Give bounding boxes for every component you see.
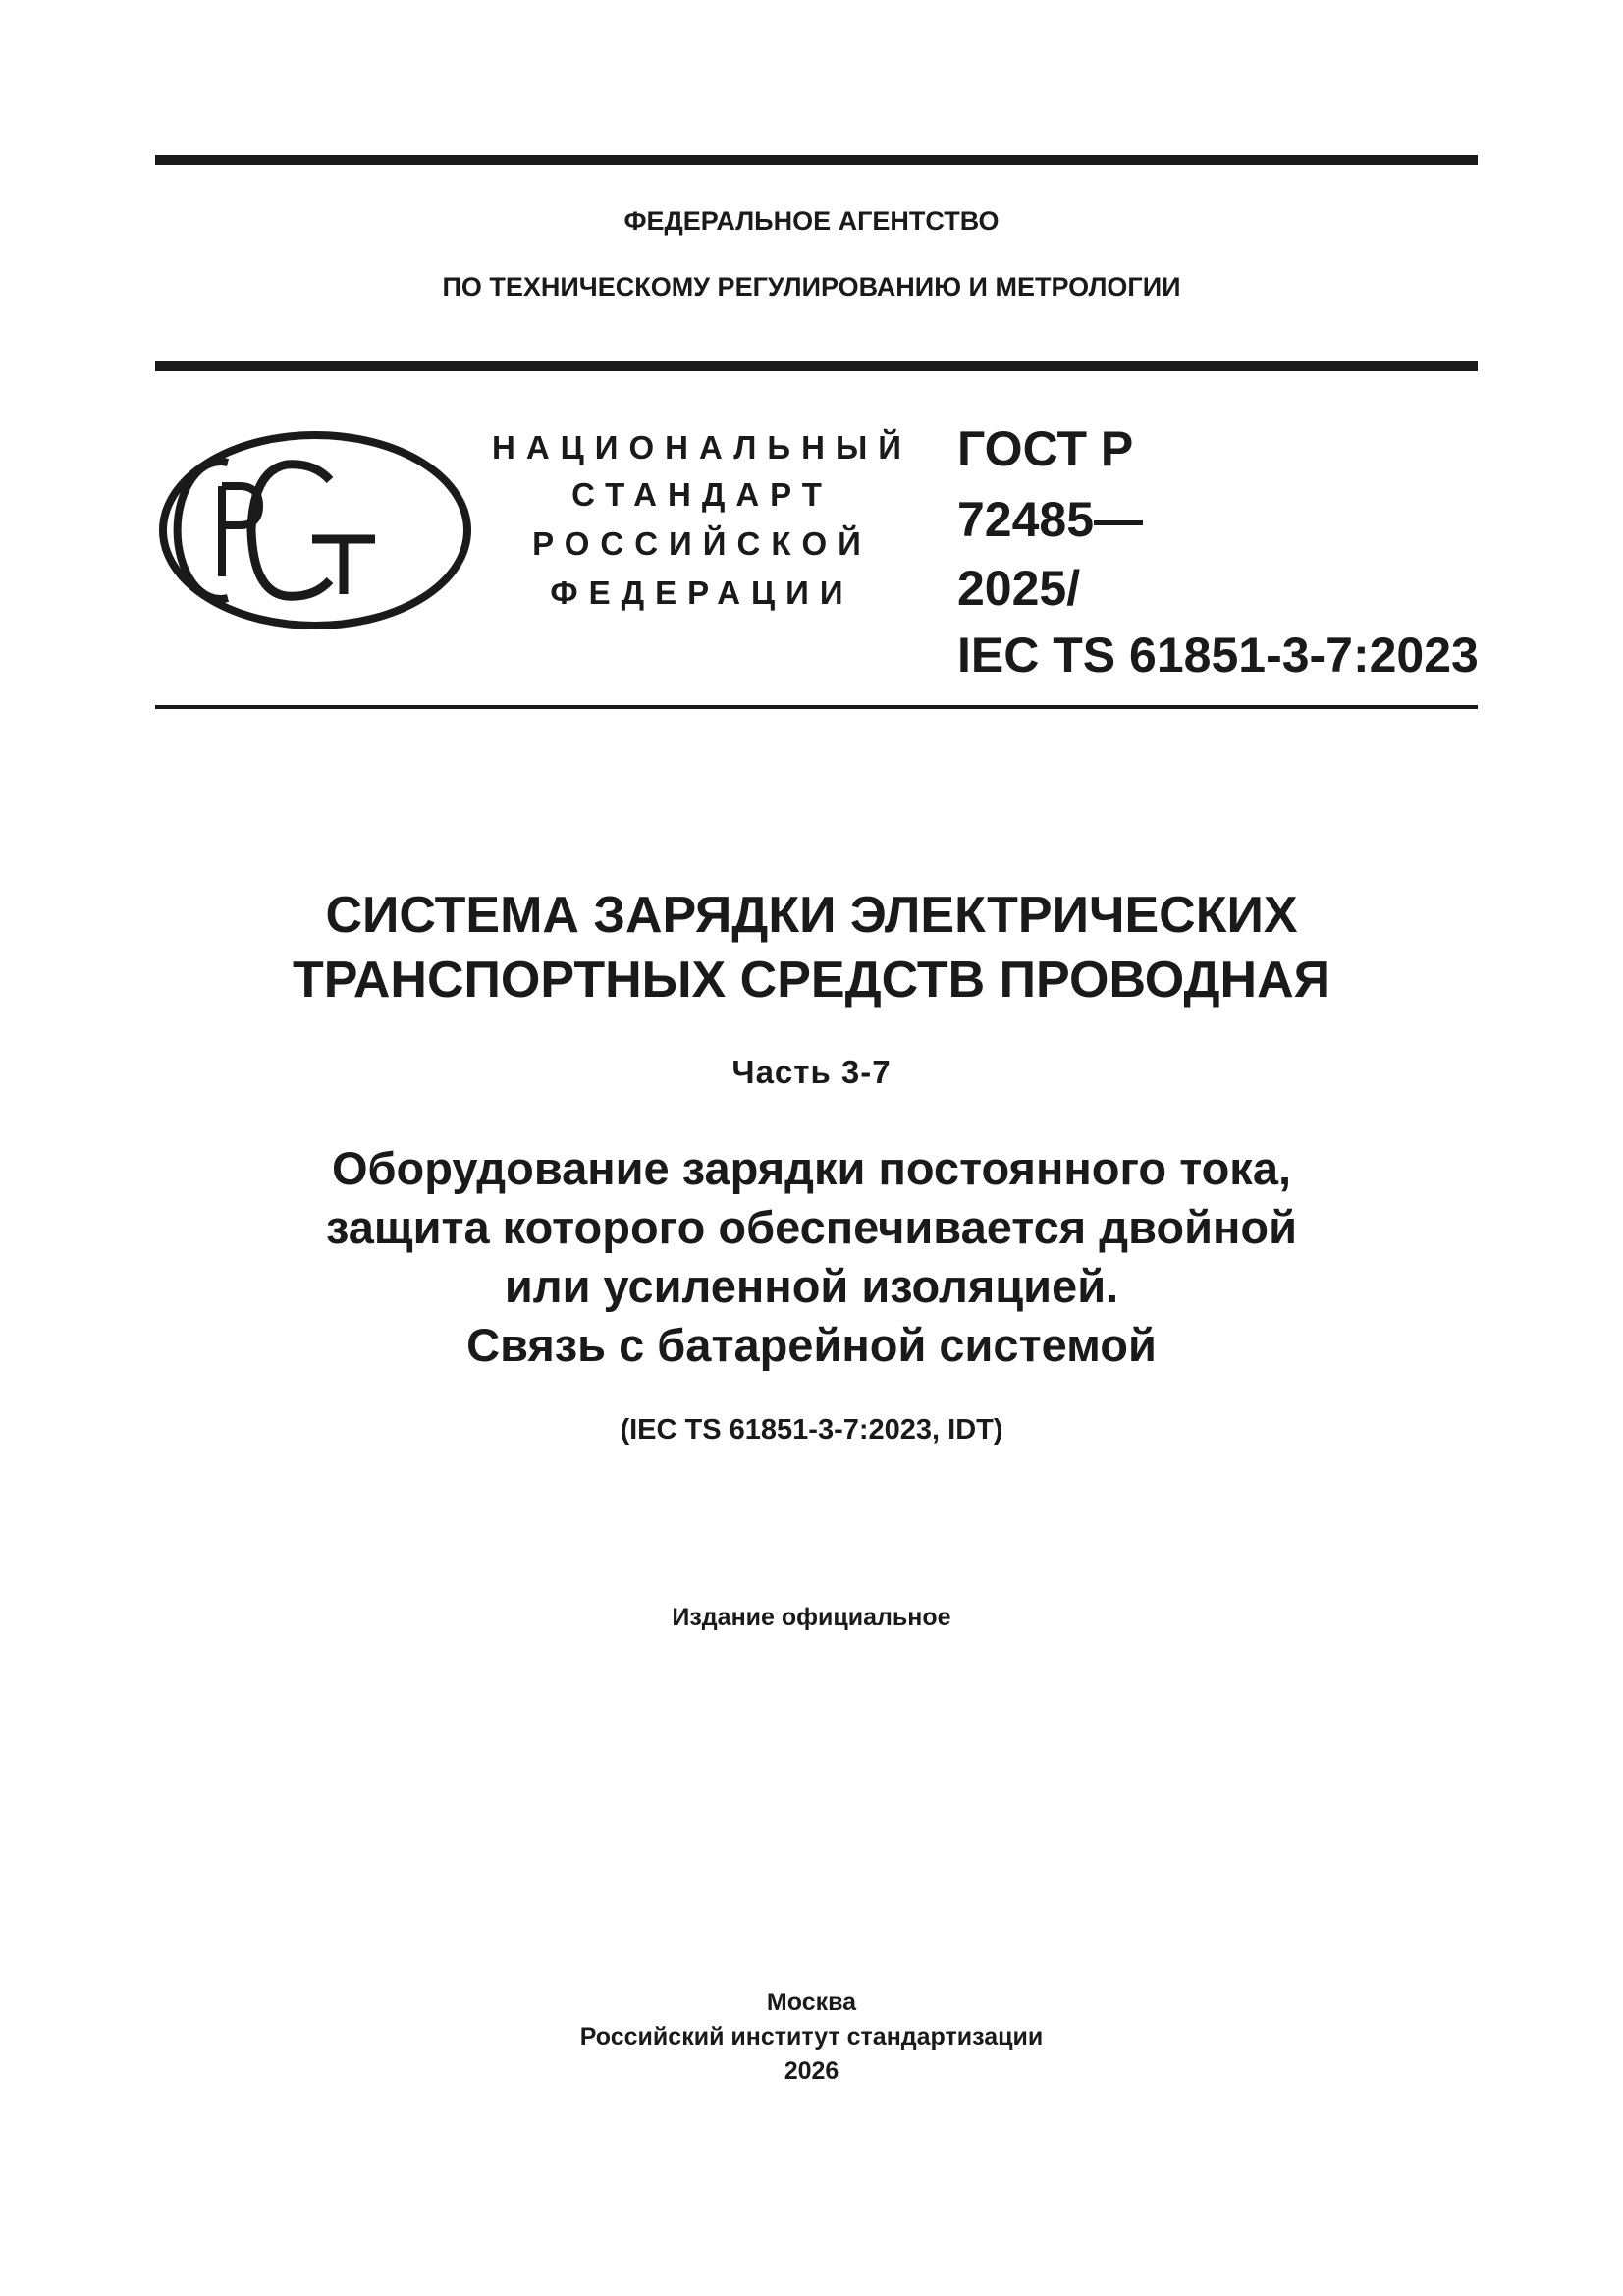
footer-city: Москва [766, 1989, 857, 2016]
national-line-1: НАЦИОНАЛЬНЫЙ [492, 429, 912, 465]
document-subtitle-line-2: защита которого обеспечивается двойной [326, 1201, 1297, 1253]
gost-designation-4: IEC TS 61851-3-7:2023 [957, 628, 1479, 683]
middle-rule [155, 361, 1478, 371]
gost-designation-2: 72485— [957, 492, 1144, 547]
identity-reference: (IEC TS 61851-3-7:2023, IDT) [620, 1414, 1003, 1446]
document-title-line-2: ТРАНСПОРТНЫХ СРЕДСТВ ПРОВОДНАЯ [292, 952, 1331, 1009]
document-subtitle-line-4: Связь с батарейной системой [466, 1319, 1157, 1371]
document-part: Часть 3-7 [731, 1054, 892, 1090]
document-subtitle-line-1: Оборудование зарядки постоянного тока, [331, 1142, 1292, 1194]
national-line-4: ФЕДЕРАЦИИ [550, 574, 854, 611]
gost-designation-1: ГОСТ Р [957, 421, 1134, 476]
agency-line-1: ФЕДЕРАЛЬНОЕ АГЕНТСТВО [623, 206, 1000, 236]
agency-line-2: ПО ТЕХНИЧЕСКОМУ РЕГУЛИРОВАНИЮ И МЕТРОЛОГИИ [442, 272, 1181, 301]
document-subtitle-line-3: или усиленной изоляцией. [504, 1260, 1119, 1312]
national-line-3: РОССИЙСКОЙ [532, 525, 872, 562]
footer-publisher: Российский институт стандартизации [579, 2023, 1044, 2050]
footer-year: 2026 [784, 2057, 839, 2085]
rst-gost-logo-icon [157, 429, 473, 631]
document-title-line-1: СИСТЕМА ЗАРЯДКИ ЭЛЕКТРИЧЕСКИХ [325, 887, 1298, 944]
gost-designation-3: 2025/ [957, 561, 1081, 616]
top-rule [155, 155, 1478, 165]
national-line-2: СТАНДАРТ [571, 476, 833, 513]
edition-note: Издание официальное [672, 1604, 951, 1631]
designation-rule [155, 705, 1478, 709]
